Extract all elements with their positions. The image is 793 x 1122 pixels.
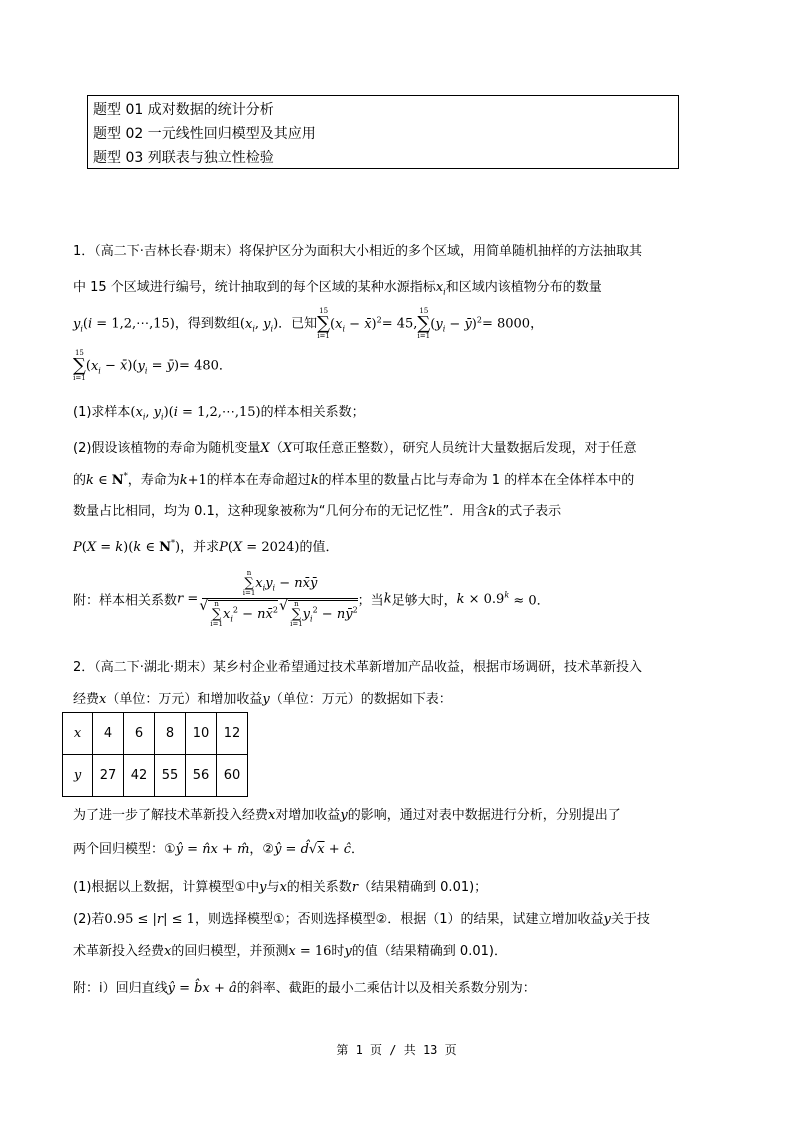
q2-part-2-line-1: (2)若0.95 ≤ |r| ≤ 1，则选择模型①；否则选择模型②．根据（1）的结果，试建立增加收益y关于技	[73, 912, 650, 927]
table-cell: 8	[155, 713, 186, 755]
topic-item-1: 题型 01 成对数据的统计分析	[93, 102, 274, 118]
table-header-x: x	[63, 713, 93, 755]
q1-part-2-line-4: P(X = k)(k ∈ N*)，并求P(X = 2024)的值．	[73, 538, 339, 555]
page-footer: 第 1 页 / 共 13 页	[336, 1043, 457, 1057]
q1-part-1: (1)求样本($x_i$, $y_i)(i$ = 1,2,⋯,15)的样本相关系数；	[73, 405, 365, 422]
q1-note: 附：样本相关系数r = n ∑ i=1 $x_iy_i$ − nx̄ȳ √ n ∑ i=1 $x_i^2$ − nx̄$^2$ √ n ∑ i=1 $y_i^2$ − $nȳ^2$ ；当k足够大时，$k \times 0.9^k \approx 0$．	[73, 570, 550, 628]
q2-part-2-line-2: 术革新投入经费x的回归模型，并预测x = 16时y的值（结果精确到 0.01)．	[73, 944, 507, 959]
q2-part-1: (1)根据以上数据，计算模型①中y与x的相关系数r（结果精确到 0.01)；	[73, 880, 488, 895]
table-row	[63, 755, 248, 797]
q2-line-2: 经费x（单位：万元）和增加收益y（单位：万元）的数据如下表：	[73, 692, 452, 707]
table-cell: 4	[93, 713, 124, 755]
topic-item-3: 题型 03 列联表与独立性检验	[93, 150, 274, 166]
table-cell: 60	[217, 755, 248, 797]
table-cell: 12	[217, 713, 248, 755]
q1-line-4: 15 ∑ i=1 ($x_i$ − $x̄)(y_i$ = ȳ)= 480．	[73, 349, 232, 382]
data-table	[62, 712, 248, 797]
table-row	[63, 713, 248, 755]
table-cell: 27	[93, 755, 124, 797]
table-header-y: y	[63, 755, 93, 797]
q1-part-2-line-2: 的k ∈ N*，寿命为k+1的样本在寿命超过k的样本里的数量占比与寿命为 1 的样本在全体样本中的	[73, 471, 635, 488]
table-cell: 10	[186, 713, 217, 755]
q2-line-1: 2．（高二下·湖北·期末）某乡村企业希望通过技术革新增加产品收益，根据市场调研，技术革新投入	[73, 660, 643, 675]
table-cell: 42	[124, 755, 155, 797]
q1-line-3: $y_i(i$ = 1,2,⋯,15)，得到数组($x_i$, $y_i$)．已知 15 ∑ i=1 ($x_i$ − x̄)$^2$= 45, 15 ∑ i=1 ($y_i$ − ȳ)$^2$= 8000，	[73, 307, 544, 340]
table-cell: 55	[155, 755, 186, 797]
q1-part-2-line-3: 数量占比相同，均为 0.1，这种现象被称为“几何分布的无记忆性”．用含k的式子表示	[73, 504, 562, 519]
q2-line-3: 为了进一步了解技术革新投入经费x对增加收益y的影响，通过对表中数据进行分析，分别提出了	[73, 808, 621, 823]
q1-line-2: 中 15 个区域进行编号，统计抽取到的每个区域的某种水源指标$x_i$和区域内该植物分布的数量	[73, 280, 602, 297]
q2-line-4: 两个回归模型：①ŷ = n̂x + m̂，②ŷ = d̂√x + ĉ．	[73, 842, 365, 857]
q2-note: 附：i）回归直线ŷ = b̂x + â的斜率、截距的最小二乘估计以及相关系数分别为：	[73, 981, 536, 996]
table-cell: 56	[186, 755, 217, 797]
table-cell: 6	[124, 713, 155, 755]
topic-list-box	[87, 95, 679, 169]
q1-line-1: 1．（高二下·吉林长春·期末）将保护区分为面积大小相近的多个区域，用简单随机抽样的方法抽取其	[73, 244, 643, 259]
q1-part-2-line-1: (2)假设该植物的寿命为随机变量X（X可取任意正整数），研究人员统计大量数据后发现，对于任意	[73, 441, 637, 456]
correlation-formula: n ∑ i=1 $x_iy_i$ − nx̄ȳ √ n ∑ i=1 $x_i^2$ − nx̄$^2$ √ n ∑ i=1 $y_i^2$ − $nȳ^2$	[202, 570, 357, 628]
topic-item-2: 题型 02 一元线性回归模型及其应用	[93, 126, 316, 142]
